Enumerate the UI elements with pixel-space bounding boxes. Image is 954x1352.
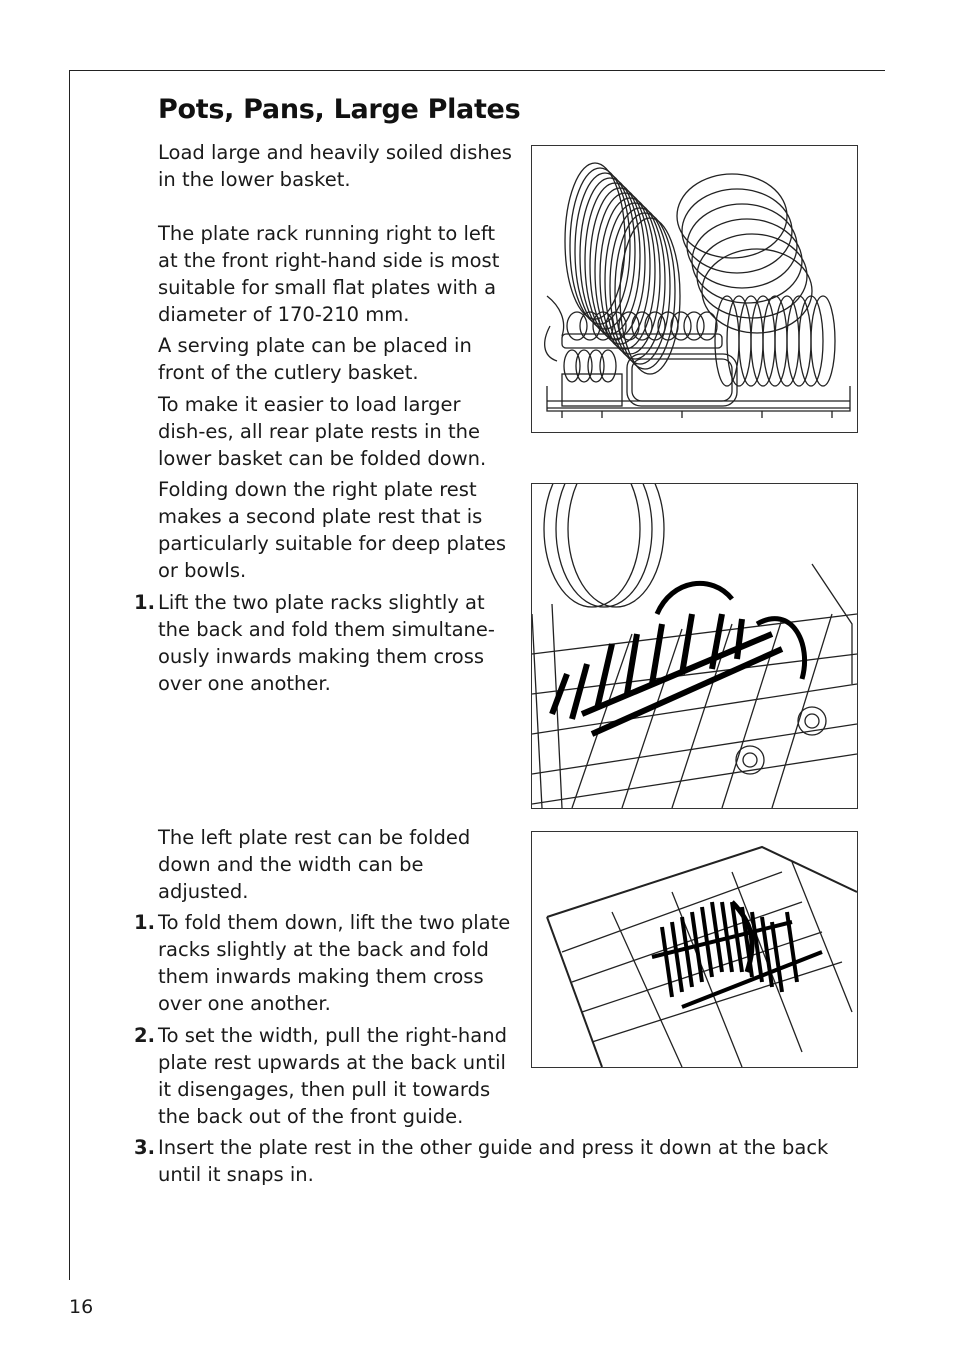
left-rule: [69, 70, 70, 1280]
step-text: Lift the two plate racks slightly at the back and fold them simultane-ously inwards making them cross over one another.: [158, 591, 495, 695]
step-text: To set the width, pull the right-hand plate rest upwards at the back until it disengages, then pull it towards the back out of the front guide.: [158, 1024, 507, 1128]
plates: [544, 484, 664, 607]
step-number: 3.: [134, 1136, 155, 1159]
paragraph-serving-plate: A serving plate can be placed in front of the cutlery basket.: [158, 334, 472, 384]
paragraph-left-plate-rest: The left plate rest can be folded down and the width can be adjusted.: [158, 826, 471, 903]
rear-plates-left: [565, 163, 680, 374]
paragraph-load-lower-basket: Load large and heavily soiled dishes in the lower basket.: [158, 141, 512, 191]
step-text: Insert the plate rest in the other guide and press it down at the back until it snaps in.: [158, 1136, 829, 1186]
plate-rest-tines: [652, 902, 822, 1007]
page-number: 16: [69, 1296, 94, 1318]
folding-left-plate-rest-illustration: [531, 831, 858, 1068]
top-rule: [69, 70, 885, 71]
basket-frame: [547, 386, 850, 418]
basket-grid: [562, 862, 852, 1067]
paragraph-plate-rack: The plate rack running right to left at the front right-hand side is most suitable for small flat plates with a diameter of 170-210 mm.: [158, 222, 500, 326]
rear-plates-right: [677, 174, 812, 333]
step-number: 2.: [134, 1024, 155, 1047]
front-small-plates: [715, 296, 835, 386]
curved-arrows: [657, 583, 805, 679]
step-number: 1.: [134, 591, 155, 614]
folding-right-plate-rest-illustration: [531, 483, 858, 809]
paragraph-fold-rests: To make it easier to load larger dish-es, all rear plate rests in the lower basket can be folded down.: [158, 393, 487, 470]
step-text: To fold them down, lift the two plate racks slightly at the back and fold them inwards making them cross over one another.: [158, 911, 511, 1015]
paragraph-right-plate-rest: Folding down the right plate rest makes a second plate rest that is particularly suitable for deep plates or bowls.: [158, 478, 507, 582]
page-title: Pots, Pans, Large Plates: [158, 94, 521, 125]
loaded-lower-basket-illustration: [531, 145, 858, 433]
step-number: 1.: [134, 911, 155, 934]
